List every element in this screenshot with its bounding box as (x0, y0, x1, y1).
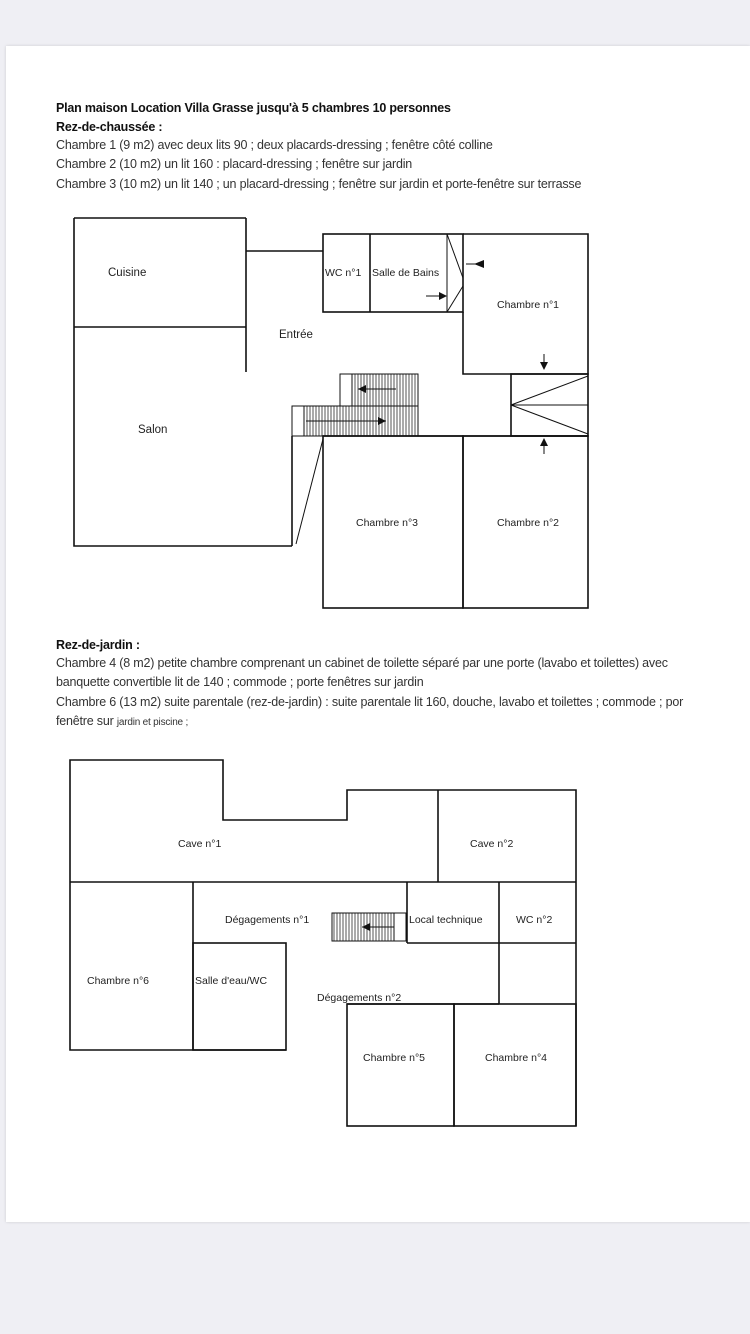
garden-floor-line-1: Chambre 4 (8 m2) petite chambre comprenant un cabinet de toilette séparé par une porte (lavabo et toilettes) avec (56, 656, 668, 670)
ground-floor-heading: Rez-de-chaussée : (56, 120, 163, 134)
room-wc1: WC n°1 (325, 267, 362, 279)
garden-floor-line-4-small: jardin et piscine ; (116, 717, 189, 728)
document-title: Plan maison Location Villa Grasse jusqu'à 5 chambres 10 personnes (56, 101, 451, 115)
room-chambre-1: Chambre n°1 (497, 299, 559, 311)
room-cave-1: Cave n°1 (178, 838, 222, 850)
room-degagements-2: Dégagements n°2 (317, 992, 402, 1004)
room-salon: Salon (138, 424, 168, 436)
room-wc2: WC n°2 (516, 914, 553, 926)
room-chambre-5: Chambre n°5 (363, 1052, 425, 1064)
room-salle-eau: Salle d'eau/WC (195, 975, 268, 987)
ground-floor-line-3: Chambre 3 (10 m2) un lit 140 ; un placard-dressing ; fenêtre sur jardin et porte-fenêtre sur terrasse (56, 177, 582, 191)
ground-floor-line-2: Chambre 2 (10 m2) un lit 160 : placard-dressing ; fenêtre sur jardin (56, 157, 413, 171)
ground-floor-line-1: Chambre 1 (9 m2) avec deux lits 90 ; deux placards-dressing ; fenêtre côté colline (56, 138, 493, 152)
room-cave-2: Cave n°2 (470, 838, 514, 850)
garden-floor-line-4-start: fenêtre sur (56, 714, 117, 728)
garden-floor-heading: Rez-de-jardin : (56, 638, 140, 652)
room-local-technique: Local technique (409, 914, 483, 926)
room-chambre-4: Chambre n°4 (485, 1052, 547, 1064)
room-degagements-1: Dégagements n°1 (225, 914, 310, 926)
room-chambre-3: Chambre n°3 (356, 517, 418, 529)
document-page (6, 46, 750, 1222)
room-entree: Entrée (279, 329, 313, 341)
garden-floor-line-3: Chambre 6 (13 m2) suite parentale (rez-de-jardin) : suite parentale lit 160, douche, lavabo et toilettes ; commode ; por (56, 695, 684, 709)
room-salle-de-bains: Salle de Bains (372, 267, 440, 279)
room-chambre-6: Chambre n°6 (87, 975, 149, 987)
garden-floor-plan (6, 46, 750, 1222)
garden-floor-line-2: banquette convertible lit de 140 ; commode ; porte fenêtres sur jardin (56, 675, 424, 689)
room-chambre-2: Chambre n°2 (497, 517, 559, 529)
room-cuisine: Cuisine (108, 267, 147, 279)
